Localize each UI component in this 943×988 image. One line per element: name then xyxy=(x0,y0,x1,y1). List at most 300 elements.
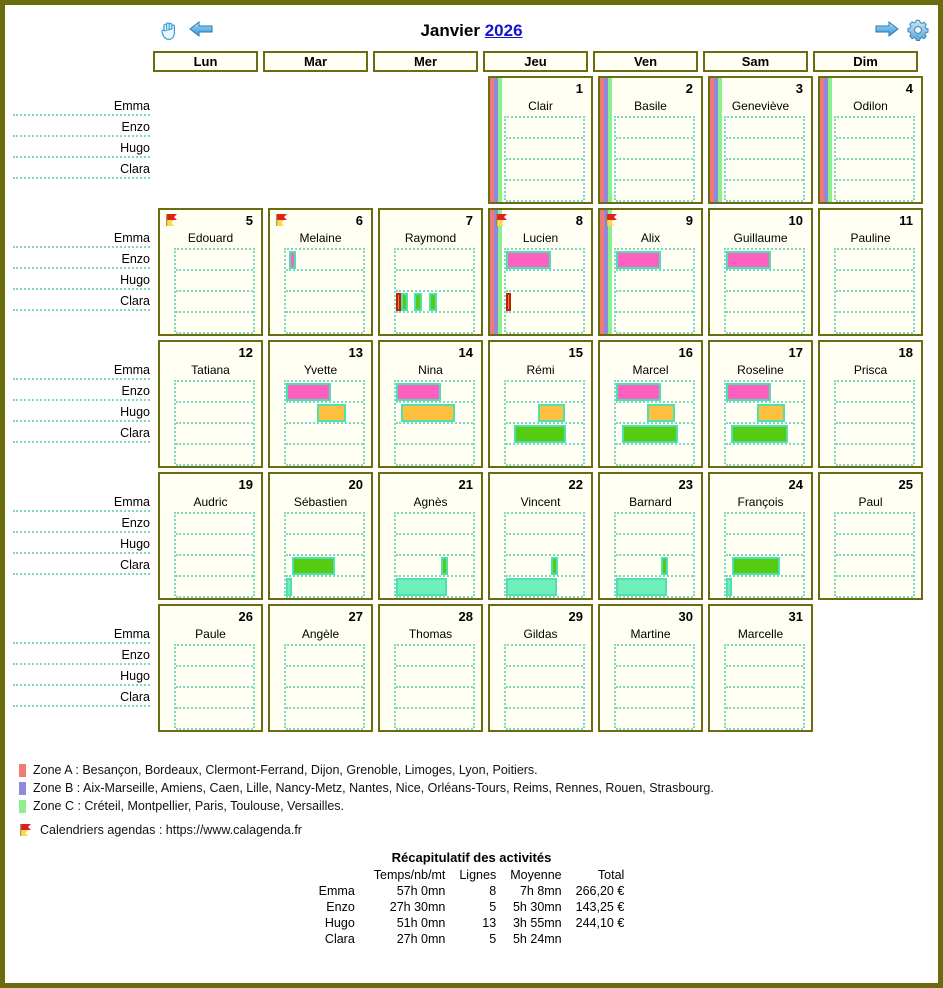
day-number: 4 xyxy=(905,81,913,96)
right-arrow-icon[interactable] xyxy=(874,19,900,43)
activity-lane-clara[interactable] xyxy=(286,445,363,466)
activity-lane-enzo[interactable] xyxy=(286,403,363,424)
activity-lanes xyxy=(834,116,915,200)
activity-lane-clara[interactable] xyxy=(726,577,803,598)
day-number: 29 xyxy=(568,609,583,624)
activity-bar-enzo[interactable] xyxy=(538,404,564,422)
day-cell-17[interactable] xyxy=(708,340,813,468)
activity-bar-clara[interactable] xyxy=(506,578,557,596)
activity-lane-enzo[interactable] xyxy=(616,271,693,292)
summary-cell-lignes: 13 xyxy=(482,916,497,930)
activity-lane-emma[interactable] xyxy=(836,118,913,139)
activity-lane-hugo[interactable] xyxy=(396,688,473,709)
activity-lane-hugo[interactable] xyxy=(726,160,803,181)
activity-lane-emma[interactable] xyxy=(396,514,473,535)
activity-lanes xyxy=(724,512,805,596)
activity-lane-enzo[interactable] xyxy=(396,271,473,292)
activity-lane-clara[interactable] xyxy=(396,709,473,730)
activity-lane-emma[interactable] xyxy=(506,646,583,667)
activity-lane-emma[interactable] xyxy=(506,382,583,403)
activity-bar-hugo[interactable] xyxy=(414,293,422,311)
activity-lanes xyxy=(834,380,915,464)
flag-icon xyxy=(495,213,509,227)
activity-lane-emma[interactable] xyxy=(506,514,583,535)
summary-header-row xyxy=(312,867,632,883)
day-number: 6 xyxy=(355,213,363,228)
saint-name: Agnès xyxy=(413,495,448,509)
activity-lane-emma[interactable] xyxy=(616,118,693,139)
day-number: 21 xyxy=(458,477,473,492)
activity-bar-clara[interactable] xyxy=(286,578,292,596)
activity-bar-hugo[interactable] xyxy=(732,557,780,575)
day-cell-19[interactable] xyxy=(158,472,263,600)
activity-lane-emma[interactable] xyxy=(176,382,253,403)
activity-bar-emma[interactable] xyxy=(726,251,771,269)
saint-name: Marcelle xyxy=(737,627,784,641)
saint-name: Thomas xyxy=(408,627,453,641)
activity-lane-enzo[interactable] xyxy=(286,535,363,556)
day-cell-24[interactable] xyxy=(708,472,813,600)
activity-lane-emma[interactable] xyxy=(726,250,803,271)
day-cell-31[interactable] xyxy=(708,604,813,732)
activity-lane-emma[interactable] xyxy=(286,382,363,403)
activity-bar-enzo[interactable] xyxy=(401,404,455,422)
activity-lane-hugo[interactable] xyxy=(726,292,803,313)
person-label-hugo xyxy=(13,141,150,158)
activity-lanes xyxy=(394,644,475,728)
zone-b-text: Zone B : Aix-Marseille, Amiens, Caen, Lille, Nancy-Metz, Nantes, Nice, Orléans-Tours, Reims, Rennes, Rouen, Strasbourg. xyxy=(33,781,714,795)
day-number: 16 xyxy=(678,345,693,360)
day-cell-4[interactable] xyxy=(818,76,923,204)
activity-lane-hugo[interactable] xyxy=(726,424,803,445)
summary-cell-moyenne: 3h 55mn xyxy=(512,916,562,930)
day-cell-empty xyxy=(158,76,263,204)
activity-lane-clara[interactable] xyxy=(286,313,363,334)
saint-name: Nina xyxy=(418,363,443,377)
activity-lane-clara[interactable] xyxy=(176,577,253,598)
person-label-clara xyxy=(13,426,150,443)
summary-cell-name: Emma xyxy=(318,884,355,898)
summary-title: Récapitulatif des activités xyxy=(391,850,552,865)
person-label-separator xyxy=(13,177,150,179)
activity-lane-clara[interactable] xyxy=(726,445,803,466)
day-cell-27[interactable] xyxy=(268,604,373,732)
activity-lane-clara[interactable] xyxy=(396,577,473,598)
activity-lane-clara[interactable] xyxy=(396,313,473,334)
person-label-enzo xyxy=(13,516,150,533)
activity-lane-hugo[interactable] xyxy=(396,292,473,313)
activity-lane-hugo[interactable] xyxy=(286,556,363,577)
saint-name: Martine xyxy=(630,627,671,641)
saint-name: Odilon xyxy=(853,99,888,113)
day-cell-23[interactable] xyxy=(598,472,703,600)
activity-lanes xyxy=(284,380,365,464)
zone-stripe-c xyxy=(828,78,832,202)
activity-lanes xyxy=(174,248,255,332)
activity-lane-emma[interactable] xyxy=(616,250,693,271)
activity-lane-emma[interactable] xyxy=(286,250,363,271)
activity-lane-hugo[interactable] xyxy=(506,688,583,709)
day-number: 8 xyxy=(575,213,583,228)
week-row xyxy=(13,340,930,468)
activity-lane-clara[interactable] xyxy=(506,445,583,466)
activity-lane-emma[interactable] xyxy=(836,382,913,403)
day-number: 30 xyxy=(678,609,693,624)
activity-bar-hugo[interactable] xyxy=(401,293,409,311)
day-cell-29[interactable] xyxy=(488,604,593,732)
activity-bar-emma[interactable] xyxy=(289,251,296,269)
activity-bar-hugo[interactable] xyxy=(731,425,788,443)
activity-lane-clara[interactable] xyxy=(506,181,583,202)
activity-bar-clara[interactable] xyxy=(616,578,667,596)
day-number: 11 xyxy=(899,213,913,228)
zone-stripes xyxy=(820,78,832,202)
activity-lane-clara[interactable] xyxy=(176,313,253,334)
day-cell-5[interactable] xyxy=(158,208,263,336)
activity-bar-enzo[interactable] xyxy=(317,404,346,422)
activity-lane-enzo[interactable] xyxy=(726,403,803,424)
summary-col-header: Moyenne xyxy=(510,868,562,882)
activity-lane-emma[interactable] xyxy=(726,646,803,667)
activity-lane-hugo[interactable] xyxy=(286,688,363,709)
activity-lane-enzo[interactable] xyxy=(836,139,913,160)
activity-lane-hugo[interactable] xyxy=(176,292,253,313)
saint-name: Angèle xyxy=(301,627,340,641)
activity-bar-hugo[interactable] xyxy=(514,425,566,443)
activity-lane-hugo[interactable] xyxy=(726,688,803,709)
activity-lane-enzo[interactable] xyxy=(836,535,913,556)
day-cell-2[interactable] xyxy=(598,76,703,204)
activity-bar-enzo[interactable] xyxy=(757,404,785,422)
activity-lane-emma[interactable] xyxy=(396,646,473,667)
saint-name: Geneviève xyxy=(731,99,790,113)
activity-bar-clara[interactable] xyxy=(396,578,447,596)
saint-name: Yvette xyxy=(303,363,338,377)
activity-lane-emma[interactable] xyxy=(506,250,583,271)
day-cell-21[interactable] xyxy=(378,472,483,600)
activity-lane-emma[interactable] xyxy=(836,250,913,271)
summary-cell-total: 244,10 € xyxy=(575,916,625,930)
activity-lane-emma[interactable] xyxy=(616,646,693,667)
activity-lane-clara[interactable] xyxy=(616,181,693,202)
day-cell-14[interactable] xyxy=(378,340,483,468)
flag-icon xyxy=(19,823,33,837)
person-label-text: Hugo xyxy=(120,669,150,683)
activity-lane-clara[interactable] xyxy=(176,445,253,466)
saint-name: Paule xyxy=(195,627,226,641)
day-cell-30[interactable] xyxy=(598,604,703,732)
activity-lane-enzo[interactable] xyxy=(176,535,253,556)
activity-lane-enzo[interactable] xyxy=(506,139,583,160)
activity-lane-clara[interactable] xyxy=(286,709,363,730)
activity-bar-hugo[interactable] xyxy=(661,557,668,575)
activity-lane-emma[interactable] xyxy=(506,118,583,139)
activity-lane-enzo[interactable] xyxy=(506,271,583,292)
flag-icon xyxy=(605,213,619,227)
activity-lane-enzo[interactable] xyxy=(616,667,693,688)
activity-bar-emma[interactable] xyxy=(726,383,771,401)
day-number: 17 xyxy=(788,345,803,360)
summary-cell-name: Hugo xyxy=(324,916,355,930)
activity-lane-enzo[interactable] xyxy=(836,271,913,292)
activity-bar-hugo[interactable] xyxy=(506,293,511,311)
activity-lane-enzo[interactable] xyxy=(286,667,363,688)
activity-lane-emma[interactable] xyxy=(726,382,803,403)
person-label-separator xyxy=(13,246,150,248)
activity-lane-enzo[interactable] xyxy=(726,139,803,160)
day-cell-28[interactable] xyxy=(378,604,483,732)
activity-lane-clara[interactable] xyxy=(176,709,253,730)
person-row-labels xyxy=(13,604,153,732)
person-label-text: Emma xyxy=(113,627,150,641)
activity-bar-emma[interactable] xyxy=(396,383,441,401)
saint-name: Marcel xyxy=(632,363,669,377)
day-cell-8[interactable] xyxy=(488,208,593,336)
activity-lane-enzo[interactable] xyxy=(836,403,913,424)
activity-lane-enzo[interactable] xyxy=(616,403,693,424)
saint-name: Tatiana xyxy=(191,363,230,377)
activity-lane-clara[interactable] xyxy=(506,577,583,598)
person-label-text: Emma xyxy=(113,363,150,377)
day-number: 28 xyxy=(458,609,473,624)
person-label-text: Clara xyxy=(120,162,150,176)
activity-lane-hugo[interactable] xyxy=(176,556,253,577)
day-cell-20[interactable] xyxy=(268,472,373,600)
activity-lane-clara[interactable] xyxy=(836,181,913,202)
activity-lane-enzo[interactable] xyxy=(396,403,473,424)
summary-row xyxy=(312,931,632,947)
activity-lane-emma[interactable] xyxy=(726,118,803,139)
activity-lane-hugo[interactable] xyxy=(836,556,913,577)
activity-lane-emma[interactable] xyxy=(176,250,253,271)
activity-lanes xyxy=(614,116,695,200)
activity-lane-hugo[interactable] xyxy=(616,556,693,577)
activity-lane-hugo[interactable] xyxy=(506,292,583,313)
day-cell-10[interactable] xyxy=(708,208,813,336)
header-toolbar xyxy=(5,5,938,51)
activity-lane-hugo[interactable] xyxy=(836,160,913,181)
activity-lane-emma[interactable] xyxy=(616,382,693,403)
summary-table xyxy=(312,867,632,947)
activity-lane-hugo[interactable] xyxy=(506,556,583,577)
activity-lane-hugo[interactable] xyxy=(616,424,693,445)
activity-bar-enzo[interactable] xyxy=(647,404,675,422)
person-label-clara xyxy=(13,162,150,179)
activity-lane-emma[interactable] xyxy=(396,382,473,403)
activity-lanes xyxy=(174,512,255,596)
person-label-text: Enzo xyxy=(121,648,150,662)
activity-lane-hugo[interactable] xyxy=(396,556,473,577)
activity-lane-hugo[interactable] xyxy=(396,424,473,445)
activity-lane-clara[interactable] xyxy=(616,577,693,598)
activity-bar-emma[interactable] xyxy=(506,251,551,269)
person-label-separator xyxy=(13,552,150,554)
person-label-text: Clara xyxy=(120,426,150,440)
saint-name: Melaine xyxy=(299,231,342,245)
day-of-week-lun: Lun xyxy=(153,51,258,72)
week-row xyxy=(13,76,930,204)
activity-lane-clara[interactable] xyxy=(726,709,803,730)
activity-lane-hugo[interactable] xyxy=(836,424,913,445)
zone-stripe-c xyxy=(608,78,612,202)
activity-lane-clara[interactable] xyxy=(616,313,693,334)
summary-cell-temps: 51h 0mn xyxy=(396,916,446,930)
summary-col-header: Lignes xyxy=(459,868,497,882)
activity-lanes xyxy=(394,512,475,596)
day-number: 24 xyxy=(788,477,803,492)
activity-lane-emma[interactable] xyxy=(176,646,253,667)
activity-lane-hugo[interactable] xyxy=(286,424,363,445)
activity-lane-enzo[interactable] xyxy=(726,667,803,688)
activity-lane-hugo[interactable] xyxy=(616,160,693,181)
activity-lane-hugo[interactable] xyxy=(836,292,913,313)
activity-lane-enzo[interactable] xyxy=(176,271,253,292)
activity-bar-hugo[interactable] xyxy=(292,557,335,575)
day-cell-11[interactable] xyxy=(818,208,923,336)
activity-lane-clara[interactable] xyxy=(506,709,583,730)
person-label-separator xyxy=(13,642,150,644)
saint-name: Barnard xyxy=(629,495,672,509)
person-label-clara xyxy=(13,558,150,575)
day-cell-15[interactable] xyxy=(488,340,593,468)
day-number: 23 xyxy=(678,477,693,492)
activity-lane-enzo[interactable] xyxy=(506,403,583,424)
activity-lanes xyxy=(614,380,695,464)
activity-lane-hugo[interactable] xyxy=(176,424,253,445)
activity-lane-hugo[interactable] xyxy=(506,424,583,445)
activity-lanes xyxy=(614,512,695,596)
day-cell-25[interactable] xyxy=(818,472,923,600)
activity-lane-clara[interactable] xyxy=(286,577,363,598)
activity-lane-clara[interactable] xyxy=(836,577,913,598)
summary-cell-temps: 27h 30mn xyxy=(389,900,446,914)
day-cell-3[interactable] xyxy=(708,76,813,204)
saint-name: Roseline xyxy=(737,363,784,377)
activity-lane-enzo[interactable] xyxy=(176,403,253,424)
person-label-emma xyxy=(13,99,150,116)
activity-lane-enzo[interactable] xyxy=(506,535,583,556)
activity-bar-hugo[interactable] xyxy=(429,293,437,311)
activity-lane-enzo[interactable] xyxy=(506,667,583,688)
day-number: 19 xyxy=(238,477,253,492)
activity-lane-emma[interactable] xyxy=(176,514,253,535)
zone-stripes xyxy=(490,78,502,202)
flag-icon xyxy=(165,213,179,227)
person-label-emma xyxy=(13,363,150,380)
day-cell-7[interactable] xyxy=(378,208,483,336)
activity-lane-hugo[interactable] xyxy=(506,160,583,181)
activity-bar-hugo[interactable] xyxy=(551,557,558,575)
activity-lane-enzo[interactable] xyxy=(726,271,803,292)
year-link[interactable]: 2026 xyxy=(484,21,523,40)
person-label-text: Enzo xyxy=(121,120,150,134)
zone-stripes xyxy=(600,78,612,202)
day-number: 5 xyxy=(245,213,253,228)
activity-lane-emma[interactable] xyxy=(836,514,913,535)
day-cell-13[interactable] xyxy=(268,340,373,468)
person-label-text: Clara xyxy=(120,558,150,572)
activity-lane-enzo[interactable] xyxy=(726,535,803,556)
activity-lane-emma[interactable] xyxy=(396,250,473,271)
activity-lane-hugo[interactable] xyxy=(616,292,693,313)
activity-bar-emma[interactable] xyxy=(616,251,661,269)
activity-lane-clara[interactable] xyxy=(836,313,913,334)
summary-cell-temps: 27h 0mn xyxy=(396,932,446,946)
zone-b-swatch xyxy=(19,782,26,795)
activity-lane-emma[interactable] xyxy=(726,514,803,535)
activity-lane-enzo[interactable] xyxy=(396,535,473,556)
activity-lane-emma[interactable] xyxy=(616,514,693,535)
day-cell-12[interactable] xyxy=(158,340,263,468)
activity-lane-emma[interactable] xyxy=(286,514,363,535)
person-label-text: Enzo xyxy=(121,384,150,398)
activity-bar-emma[interactable] xyxy=(616,383,661,401)
activity-lane-hugo[interactable] xyxy=(176,688,253,709)
person-label-clara xyxy=(13,294,150,311)
activity-lanes xyxy=(394,248,475,332)
saint-name: Clair xyxy=(528,99,553,113)
day-number: 12 xyxy=(238,345,253,360)
person-label-emma xyxy=(13,495,150,512)
summary-cell-lignes: 5 xyxy=(489,900,497,914)
day-cell-22[interactable] xyxy=(488,472,593,600)
activity-lane-clara[interactable] xyxy=(616,445,693,466)
day-cell-9[interactable] xyxy=(598,208,703,336)
saint-name: Audric xyxy=(193,495,228,509)
activity-lane-enzo[interactable] xyxy=(286,271,363,292)
day-cell-16[interactable] xyxy=(598,340,703,468)
day-number: 7 xyxy=(465,213,473,228)
activity-bar-hugo[interactable] xyxy=(441,557,448,575)
activity-lane-enzo[interactable] xyxy=(176,667,253,688)
activity-lane-enzo[interactable] xyxy=(396,667,473,688)
zone-stripes xyxy=(710,78,722,202)
activity-lane-hugo[interactable] xyxy=(616,688,693,709)
person-label-separator xyxy=(13,441,150,443)
activity-lane-clara[interactable] xyxy=(396,445,473,466)
day-cell-1[interactable] xyxy=(488,76,593,204)
activity-lane-enzo[interactable] xyxy=(616,139,693,160)
activity-lanes xyxy=(724,248,805,332)
activity-lane-clara[interactable] xyxy=(726,181,803,202)
activity-bar-hugo[interactable] xyxy=(622,425,677,443)
person-row-labels xyxy=(13,208,153,336)
gear-icon[interactable] xyxy=(905,17,931,47)
activity-lanes xyxy=(504,248,585,332)
person-label-separator xyxy=(13,309,150,311)
activity-lane-clara[interactable] xyxy=(616,709,693,730)
activity-lane-clara[interactable] xyxy=(506,313,583,334)
activity-bar-emma[interactable] xyxy=(286,383,331,401)
legend-site[interactable] xyxy=(19,822,924,838)
day-cell-empty xyxy=(818,604,923,732)
activity-lanes xyxy=(724,380,805,464)
saint-name: Raymond xyxy=(404,231,457,245)
activity-lane-clara[interactable] xyxy=(726,313,803,334)
activity-lane-enzo[interactable] xyxy=(616,535,693,556)
activity-lane-emma[interactable] xyxy=(286,646,363,667)
day-number: 31 xyxy=(788,609,803,624)
day-cell-6[interactable] xyxy=(268,208,373,336)
activity-bar-clara[interactable] xyxy=(726,578,732,596)
day-cell-18[interactable] xyxy=(818,340,923,468)
saint-name: Pauline xyxy=(850,231,891,245)
activity-lane-hugo[interactable] xyxy=(726,556,803,577)
day-cell-26[interactable] xyxy=(158,604,263,732)
activity-lane-clara[interactable] xyxy=(836,445,913,466)
activity-lane-hugo[interactable] xyxy=(286,292,363,313)
person-label-enzo xyxy=(13,120,150,137)
